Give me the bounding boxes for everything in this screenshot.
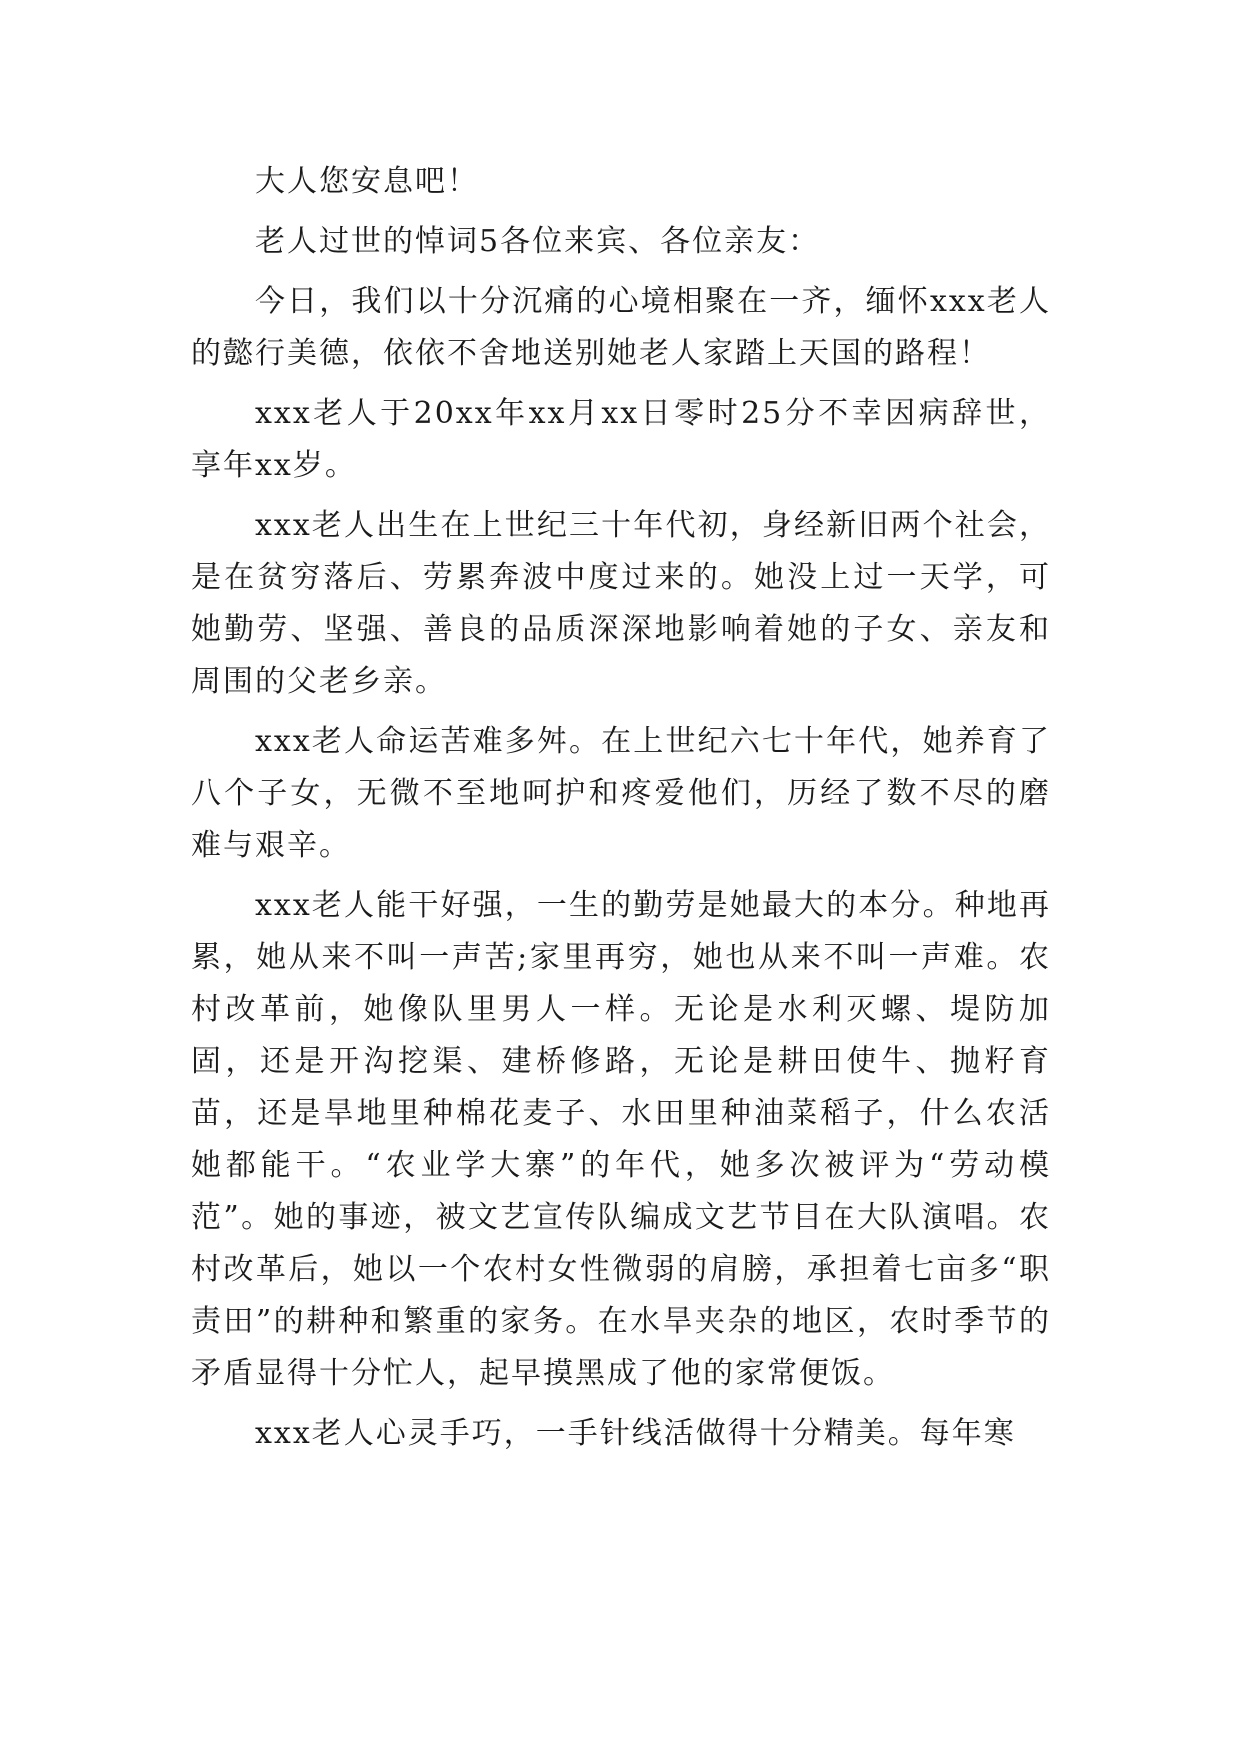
paragraph-passing: xxx老人于20xx年xx月xx日零时25分不幸因病辞世，享年xx岁。	[191, 396, 1051, 483]
paragraph-skills: xxx老人心灵手巧，一手针线活做得十分精美。每年寒	[255, 1416, 1016, 1451]
document-body	[191, 156, 1051, 1468]
paragraph-opening: 今日，我们以十分沉痛的心境相聚在一齐，缅怀xxx老人的懿行美德，依依不舍地送别她老人家踏上天国的路程！	[191, 284, 1051, 371]
paragraph-diligence: xxx老人能干好强，一生的勤劳是她最大的本分。种地再累，她从来不叫一声苦;家里再穷，她也从来不叫一声难。农村改革前，她像队里男人一样。无论是水利灭螺、堤防加固，还是开沟挖渠、建桥修路，无论是耕田使牛、抛籽育苗，还是旱地里种棉花麦子、水田里种油菜稻子，什么农活她都能干。“农业学大寨”的年代，她多次被评为“劳动模范”。她的事迹，被文艺宣传队编成文艺节目在大队演唱。农村改革后，她以一个农村女性微弱的肩膀，承担着七亩多“职责田”的耕种和繁重的家务。在水旱夹杂的地区，农时季节的矛盾显得十分忙人，起早摸黑成了他的家常便饭。	[191, 888, 1051, 1391]
paragraph-early-life: xxx老人出生在上世纪三十年代初，身经新旧两个社会，是在贫穷落后、劳累奔波中度过来的。她没上过一天学，可她勤劳、坚强、善良的品质深深地影响着她的子女、亲友和周围的父老乡亲。	[191, 508, 1051, 699]
paragraph-closing: 大人您安息吧！	[255, 164, 479, 199]
paragraph-hardship: xxx老人命运苦难多舛。在上世纪六七十年代，她养育了八个子女，无微不至地呵护和疼爱他们，历经了数不尽的磨难与艰辛。	[191, 724, 1051, 863]
paragraph-title-greeting: 老人过世的悼词5各位来宾、各位亲友：	[255, 224, 821, 259]
